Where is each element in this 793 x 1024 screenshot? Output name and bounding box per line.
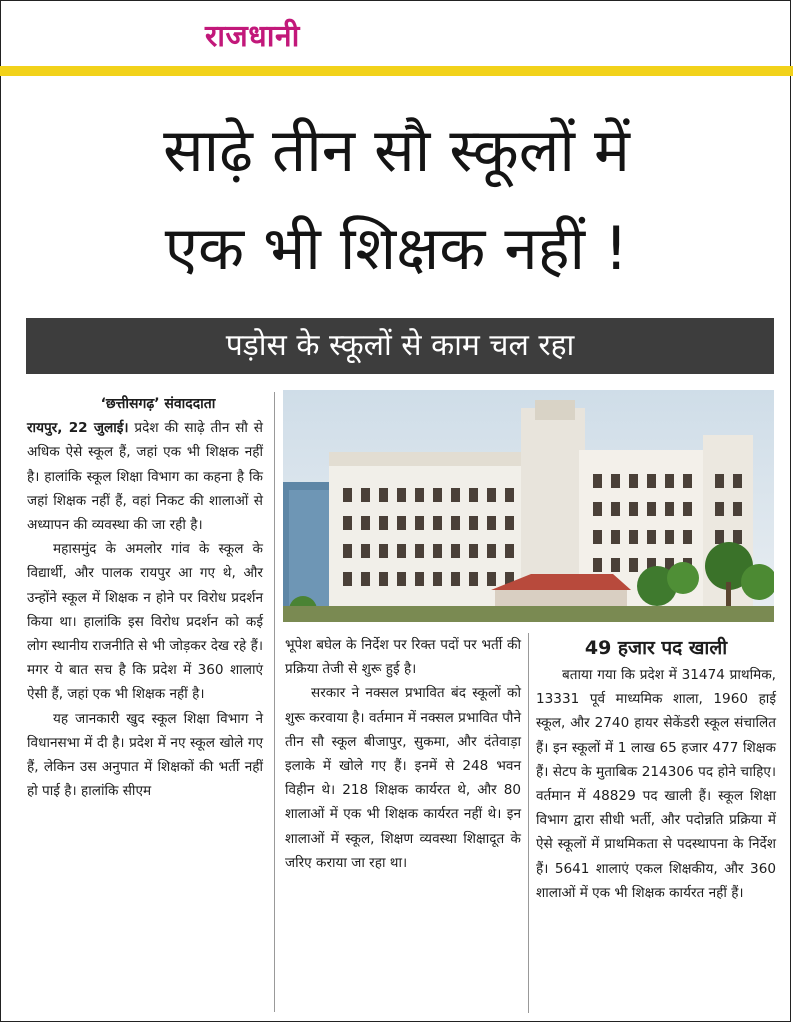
article-paragraph xyxy=(27,416,263,537)
section-label: राजधानी xyxy=(205,19,300,54)
building-photo xyxy=(283,390,774,622)
article-paragraph: सरकार ने नक्सल प्रभावित बंद स्कूलों को शुरू करवाया है। वर्तमान में नक्सल प्रभावित पौने तीन सौ स्कूल बीजापुर, सुकमा, और दंतेवाड़ा इलाके में खोले गए हैं। इनमें से 248 भवन विहीन थे। 218 शिक्षक कार्यरत थे, और 80 शालाओं में एक भी शिक्षक कार्यरत नहीं थे। इन शालाओं में स्कूल, शिक्षण व्यवस्था शिक्षादूत के जरिए कराया जा रहा था। xyxy=(285,685,521,871)
box-text: बताया गया कि प्रदेश में 31474 प्राथमिक, 13331 पूर्व माध्यमिक शाला, 1960 हाई स्कूल, और 2740 हायर सेकेंडरी स्कूल संचालित हैं। इन स्कूलों में 1 लाख 65 हजार 477 शिक्षक हैं। सेटप के मुताबिक 214306 पद होने चाहिए। वर्तमान में 48829 पद खाली हैं। स्कूल शिक्षा विभाग द्वारा सीधी भर्ती, और पदोन्नति प्रक्रिया में ऐसे स्कूलों में प्राथमिकता से पदस्थापना के निर्देश हैं। 5641 शालाएं एकल शिक्षकीय, और 360 शालाओं में एक भी शिक्षक कार्यरत नहीं हैं। xyxy=(536,667,776,901)
column-divider xyxy=(274,392,275,1012)
byline: ‘छत्तीसगढ़’ संवाददाता xyxy=(100,396,216,412)
article-paragraph: भूपेश बघेल के निर्देश पर रिक्त पदों पर भर्ती की प्रक्रिया तेजी से शुरू हुई है। xyxy=(285,637,521,678)
building-photo-graphic xyxy=(283,390,774,622)
article-column-1 xyxy=(27,392,263,1012)
article-paragraph-text: प्रदेश की साढ़े तीन सौ से अधिक ऐसे स्कूल हैं, जहां एक भी शिक्षक नहीं है। हालांकि स्कूल शिक्षा विभाग का कहना है कि जहां शिक्षक नहीं हैं, वहां निकट की शालाओं से अध्यापन की व्यवस्था की जा रही है। xyxy=(27,420,263,534)
box-heading: 49 हजार पद खाली xyxy=(584,637,728,659)
headline-line-2: एक भी शिक्षक नहीं ! xyxy=(164,214,629,284)
headline-line-1: साढ़े तीन सौ स्कूलों में xyxy=(163,116,630,186)
article-column-2 xyxy=(285,633,521,1008)
subheadline: पड़ोस के स्कूलों से काम चल रहा xyxy=(26,318,774,374)
section-rule xyxy=(0,66,793,76)
headline xyxy=(20,102,773,298)
dateline: रायपुर, 22 जुलाई। xyxy=(27,420,129,437)
sidebar-box xyxy=(536,633,776,1013)
article-paragraph: यह जानकारी खुद स्कूल शिक्षा विभाग ने विधानसभा में दी है। प्रदेश में नए स्कूल खोले गए हैं, लेकिन उस अनुपात में शिक्षकों की भर्ती नहीं हो पाई है। हालांकि सीएम xyxy=(27,710,263,800)
article-paragraph: महासमुंद के अमलोर गांव के स्कूल के विद्यार्थी, और पालक रायपुर आ गए थे, और उन्होंने स्कूल में शिक्षक न होने पर विरोध प्रदर्शन किया था। हालांकि इस विरोध प्रदर्शन को कई लोग स्थानीय राजनीति से भी जोड़कर देख रहे हैं। मगर ये बात सच है कि प्रदेश में 360 शालाएं ऐसी हैं, जहां एक भी शिक्षक नहीं है। xyxy=(27,541,263,703)
column-divider xyxy=(528,633,529,1013)
